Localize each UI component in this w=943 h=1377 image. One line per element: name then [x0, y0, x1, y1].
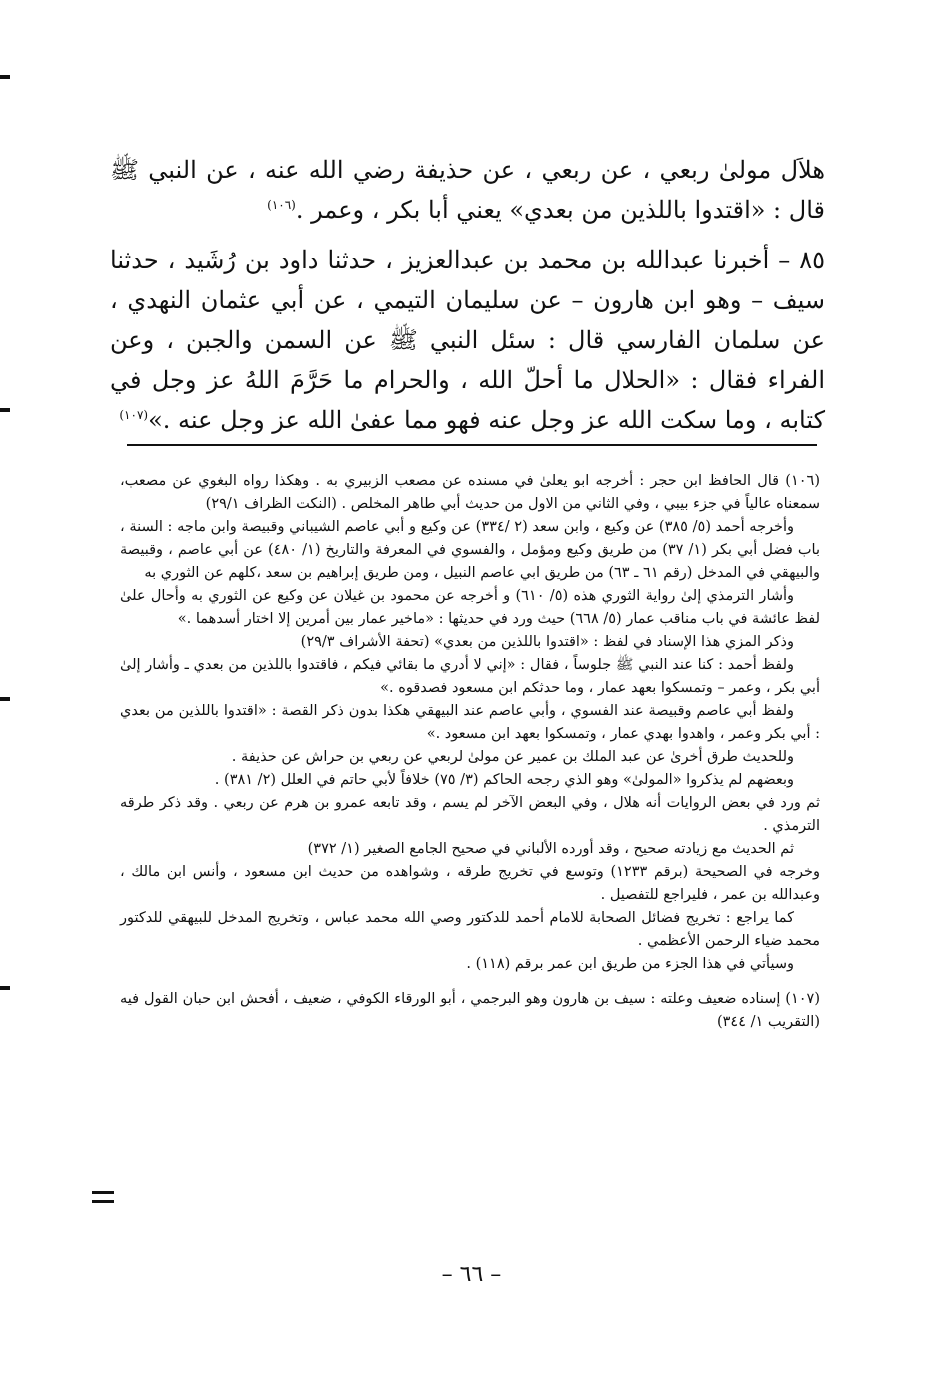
- footnote-line: كما يراجع : تخريج فضائل الصحابة للامام أحمد للدكتور وصي الله محمد عباس ، وتخريج المدخل للبيهقي للدكتور محمد ضياء الرحمن الأعظمي .: [120, 910, 820, 949]
- main-text: [110, 150, 825, 440]
- footnote-separator: [127, 444, 817, 446]
- footnote-line: ولفظ أبي عاصم وقبيصة عند الفسوي ، وأبي عاصم عند البيهقي هكذا بدون ذكر القصة : «اقتدوا باللذين من بعدي : أبي بكر وعمر ، واهدوا بهدي عمار ، وتمسكوا بعهد ابن مسعود .»: [120, 703, 820, 742]
- equals-mark: [92, 1200, 114, 1203]
- scan-edge-mark: [0, 408, 10, 412]
- footnote-ref[interactable]: (١٠٧): [119, 408, 149, 422]
- footnote-line: وأخرجه أحمد (٥/ ٣٨٥) عن وكيع ، وابن سعد (٢ /٣٣٤) عن وكيع و أبي عاصم الشيباني وقبيصة وابن ماجه : السنة ، باب فضل أبي بكر (١/ ٣٧) من طريق وكيع ومؤمل ، والفسوي في المعرفة والتاريخ (١/ ٤٨٠) عن أبي عاصم ، وقبيصة والبيهقي في المدخل (رقم ٦١ ـ ٦٣) من طريق ابي عاصم النبيل ، ومن طريق إبراهيم بن سعد ،كلهم عن الثوري به: [120, 519, 820, 581]
- footnote-line: وأشار الترمذي إلىٰ رواية الثوري هذه (٥/ ٦١٠) و أخرجه عن محمود بن غيلان عن وكيع عن الثوري به وأحال علىٰ لفظ عائشة في باب مناقب عمار (٥/ ٦٦٨) حيث ورد في حديثها : «ماخير عمار بين أمرين إلا اختار أسدهما .»: [120, 588, 820, 627]
- footnote-line: وسيأتي في هذا الجزء من طريق ابن عمر برقم (١١٨) .: [466, 956, 794, 972]
- footnote-107: [120, 988, 820, 1034]
- page-number: – ٦٦ –: [441, 1262, 502, 1287]
- paragraph-text: ٨٥ – أخبرنا عبدالله بن محمد بن عبدالعزيز ، حدثنا داود بن رُشَيد ، حدثنا سيف – وهو ابن هارون – عن سليمان التيمي ، عن أبي عثمان النهدي ، عن سلمان الفارسي قال : سئل النبي ﷺ عن السمن والجبن ، وعن الفراء فقال : «الحلال ما أحلّ الله ، والحرام ما حَرَّمَ اللهُ عز وجل في كتابه ، وما سكت الله عز وجل عنه فهو مما عفىٰ الله عز وجل عنه .»: [110, 246, 825, 434]
- scan-edge-mark: [0, 986, 10, 990]
- footnote-number: (١٠٧): [785, 991, 821, 1007]
- footnote-106: [120, 470, 820, 516]
- footnotes: [120, 470, 820, 1034]
- footnote-line: وخرجه في الصحيحة (برقم ١٢٣٣) وتوسع في تخريج طرقه ، وشواهده من حديث ابن مسعود ، وأنس ابن مالك ، وعبدالله بن عمر ، فليراجع للتفصيل .: [120, 864, 821, 903]
- footnote-text: قال الحافظ ابن حجر : أخرجه ابو يعلىٰ في مسنده عن مصعب الزبيري به . وهكذا رواه البغوي عن مصعب، سمعناه عالياً في جزء بيبي ، وفي الثاني من الاول من حديث أبي طاهر المخلص . (النكت الظراف ٢٩/١): [120, 473, 820, 512]
- footnote-text: إسناده ضعيف وعلته : سيف بن هارون وهو البرجمي ، أبو الورقاء الكوفي ، ضعيف ، أفحش ابن حبان القول فيه (التقريب ١/ ٣٤٤): [120, 991, 820, 1030]
- paragraph-text: هلاَل مولىٰ ربعي ، عن ربعي ، عن حذيفة رضي الله عنه ، عن النبي ﷺ قال : «اقتدوا باللذين من بعدي» يعني أبا بكر ، وعمر .: [110, 156, 825, 224]
- footnote-line: وذكر المزي هذا الإسناد في لفظ : «اقتدوا باللذين من بعدي» (تحفة الأشراف ٢٩/٣): [300, 634, 794, 650]
- scan-edge-mark: [0, 75, 10, 79]
- hadith-paragraph-84: [110, 150, 825, 230]
- scan-edge-mark: [0, 697, 10, 701]
- footnote-line: وللحديث طرق أخرىٰ عن عبد الملك بن عمير عن مولىٰ لربعي عن ربعي بن حراش عن حذيفة .: [231, 749, 794, 765]
- footnote-line: وبعضهم لم يذكروا «المولىٰ» وهو الذي رجحه الحاكم (٣/ ٧٥) خلافاً لأبي حاتم في العلل (٢/ ٣٨١) .: [214, 772, 794, 788]
- footnote-number: (١٠٦): [785, 473, 820, 489]
- footnote-ref[interactable]: (١٠٦): [267, 198, 296, 212]
- equals-mark: [92, 1191, 114, 1194]
- footnote-line: ثم ورد في بعض الروايات أنه هلال ، وفي البعض الآخر لم يسم ، وقد تابعه عمرو بن هرم عن ربعي . وقد ذكر طرقه الترمذي .: [120, 795, 820, 834]
- hadith-paragraph-85: [110, 240, 825, 440]
- footnote-line: ولفظ أحمد : كنا عند النبي ﷺ جلوساً ، فقال : «إني لا أدري ما بقائي فيكم ، فاقتدوا باللذين من بعدي ـ وأشار إلىٰ أبي بكر ، وعمر – وتمسكوا بعهد عمار ، وما حدثكم ابن مسعود فصدقوه .»: [120, 657, 820, 696]
- footnote-line: ثم الحديث مع زيادته صحيح ، وقد أورده الألباني في صحيح الجامع الصغير (١/ ٣٧٢): [307, 841, 794, 857]
